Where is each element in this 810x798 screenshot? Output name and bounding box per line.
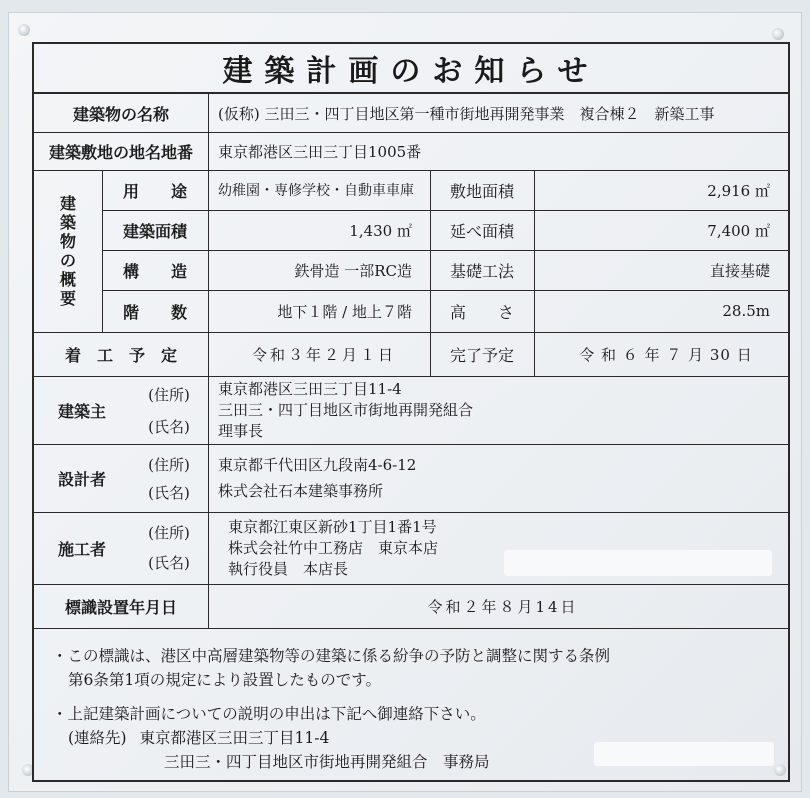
notice-board xyxy=(8,12,802,792)
building-area-value: 1,430 ㎡ xyxy=(349,221,412,240)
contractor-name-line1: 株式会社竹中工務店 東京本店 xyxy=(228,538,439,557)
foundation-value: 直接基礎 xyxy=(709,261,770,280)
owner-name-label: (氏名) xyxy=(148,417,190,436)
contractor-name-label: (氏名) xyxy=(148,553,190,572)
owner-name-line2: 理事長 xyxy=(218,421,264,440)
building-name-value: (仮称) 三田三・四丁目地区第一種市街地再開発事業 複合棟２ 新築工事 xyxy=(218,104,715,123)
start-label: 着 工 予 定 xyxy=(64,345,177,365)
designer-address: 東京都千代田区九段南4-6-12 xyxy=(218,456,417,474)
completion-value: 令 和 ６ 年 ７ 月 30 日 xyxy=(579,345,753,364)
designer-name-label: (氏名) xyxy=(148,483,190,502)
designer-details xyxy=(208,444,788,512)
note-line-2: 第6条第1項の規定により設置したものです。 xyxy=(68,671,381,689)
owner-label: 建築主 xyxy=(57,401,106,421)
floor-area-label: 延べ面積 xyxy=(449,221,514,241)
notice-notes xyxy=(52,644,610,774)
floors-value: 地下１階 / 地上７階 xyxy=(277,302,412,321)
note-line-1: ・この標識は、港区中高層建築物等の建築に係る紛争の予防と調整に関する条例 xyxy=(52,647,611,665)
structure-label: 構 造 xyxy=(122,261,187,281)
contact-label: (連絡先) xyxy=(68,729,127,747)
designer-label: 設計者 xyxy=(57,469,106,489)
redaction-patch xyxy=(594,742,774,766)
floor-area-value: 7,400 ㎡ xyxy=(707,221,770,240)
contractor-address: 東京都江東区新砂1丁目1番1号 xyxy=(228,517,437,536)
overview-group-label: 建 築 物 の 概 要 xyxy=(59,194,76,308)
screw-icon xyxy=(772,28,784,40)
site-area-label: 敷地面積 xyxy=(449,181,514,201)
building-name-label: 建築物の名称 xyxy=(72,104,169,124)
contractor-address-label: (住所) xyxy=(148,523,190,542)
contact-line xyxy=(52,726,610,750)
structure-value: 鉄骨造 一部RC造 xyxy=(294,261,412,280)
contact-address: 東京都港区三田三丁目11-4 xyxy=(139,729,330,747)
screw-icon xyxy=(18,24,30,36)
use-value: 幼稚園・専修学校・自動車車庫 xyxy=(218,183,414,199)
owner-address: 東京都港区三田三丁目11-4 xyxy=(218,379,402,398)
height-label: 高 さ xyxy=(449,302,514,322)
posted-value: 令和２年８月14日 xyxy=(427,597,579,616)
posted-label: 標識設置年月日 xyxy=(64,597,177,617)
completion-label: 完了予定 xyxy=(449,345,514,365)
notice-title: 建築計画のお知らせ xyxy=(34,44,788,94)
site-address-label: 建築敷地の地名地番 xyxy=(48,142,193,162)
owner-details xyxy=(208,376,788,444)
height-value: 28.5m xyxy=(722,302,770,320)
note-line-3: ・上記建築計画についての説明の申出は下記へ御連絡下さい。 xyxy=(52,705,486,723)
floors-label: 階 数 xyxy=(122,302,187,322)
building-area-label: 建築面積 xyxy=(122,221,187,241)
redaction-patch xyxy=(504,550,772,576)
owner-name-line1: 三田三・四丁目地区市街地再開発組合 xyxy=(218,400,474,419)
start-value: 令和３年２月１日 xyxy=(251,345,396,364)
site-area-value: 2,916 ㎡ xyxy=(707,181,770,200)
site-address-value: 東京都港区三田三丁目1005番 xyxy=(218,142,422,161)
foundation-label: 基礎工法 xyxy=(449,261,514,281)
owner-address-label: (住所) xyxy=(148,385,190,404)
contact-org: 三田三・四丁目地区市街地再開発組合 事務局 xyxy=(164,753,490,771)
designer-name: 株式会社石本建築事務所 xyxy=(218,482,384,500)
designer-address-label: (住所) xyxy=(148,455,190,474)
contractor-name-line2: 執行役員 本店長 xyxy=(228,559,349,578)
notice-frame xyxy=(32,42,790,782)
use-label: 用 途 xyxy=(122,181,187,201)
contractor-label: 施工者 xyxy=(57,539,106,559)
